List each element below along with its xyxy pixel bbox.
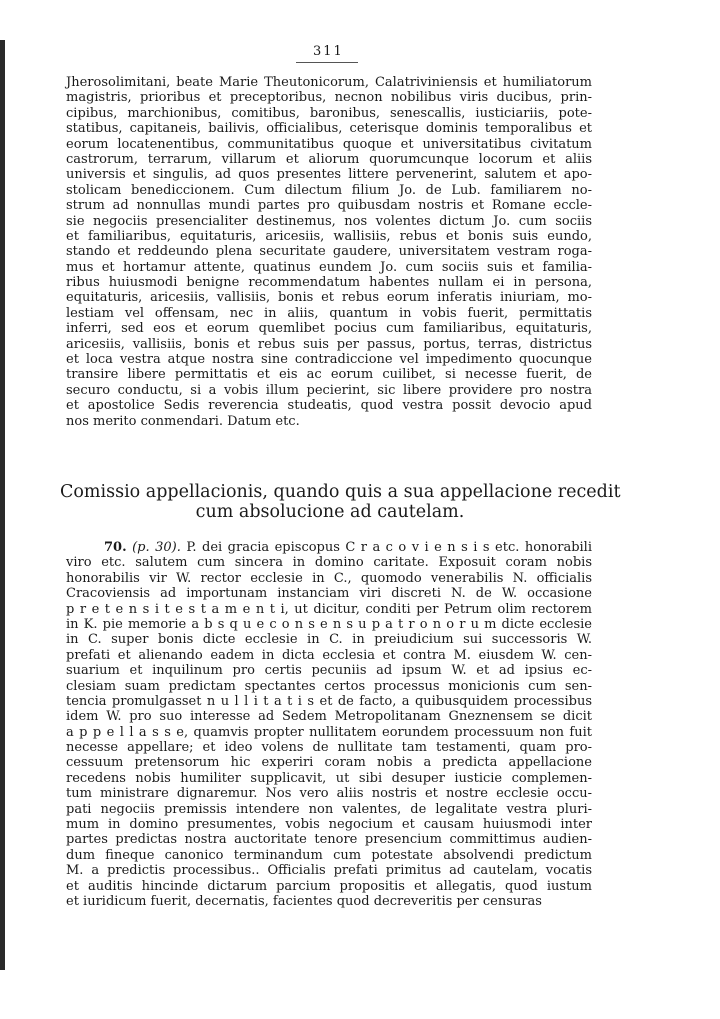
text-line: tum ministrare dignaremur. Nos vero aliis nostris et nostre ecclesie occu- — [66, 786, 592, 802]
text-line: necesse appellare; et ideo volens de nullitate tam testamenti, quam pro- — [66, 740, 592, 756]
text-line: cipibus, marchionibus, comitibus, baronibus, senescallis, iusticiariis, pote- — [66, 105, 592, 121]
text-line: a p p e l l a s s e, quamvis propter nullitatem eorundem processuum non fuit — [66, 724, 592, 740]
text-line: clesiam suam predictam spectantes certos processus monicionis cum sen- — [66, 678, 592, 694]
text-line: ribus huiusmodi benigne recommendatum habentes nullam ei in persona, — [66, 275, 592, 291]
text-line: M. a predictis processibus.. Officialis prefati primitus ad cautelam, vocatis — [66, 863, 592, 879]
text-line: cessuum pretensorum hic experiri coram nobis a predicta appellacione — [66, 755, 592, 771]
text-line: et loca vestra atque nostra sine contradiccione vel impedimento quocunque — [66, 352, 592, 368]
text-line: inferri, sed eos et eorum quemlibet pocius cum familiaribus, equitaturis, — [66, 321, 592, 337]
text-line: idem W. pro suo interesse ad Sedem Metropolitanam Gneznensem se dicit — [66, 709, 592, 725]
page-number-rule — [296, 62, 358, 63]
text-line: magistris, prioribus et preceptoribus, necnon nobilibus viris ducibus, prin- — [66, 90, 592, 106]
text-line: stando et reddeundo plena securitate gaudere, universitatem vestram roga- — [66, 244, 592, 260]
paragraph-2-opening: P. dei gracia episcopus C r a c o v i e n s i s etc. honorabili — [186, 540, 592, 555]
text-line: et apostolice Sedis reverencia studeatis, quod vestra possit devocio apud — [66, 398, 592, 414]
text-line: mus et hortamur attente, quatinus eundem Jo. cum sociis suis et familia- — [66, 259, 592, 275]
text-line: et familiaribus, equitaturis, aricesiis, wallisiis, rebus et bonis suis eundo, — [66, 228, 592, 244]
text-line: in C. super bonis dicte ecclesie in C. in preiudicium sui successoris W. — [66, 632, 592, 648]
text-line: in K. pie memorie a b s q u e c o n s e n s u p a t r o n o r u m dicte ecclesie — [66, 616, 592, 632]
heading-line: cum absolucione ad cautelam. — [195, 502, 465, 522]
section-heading — [60, 482, 621, 522]
text-line: recedens nobis humiliter supplicavit, ut sibi desuper iusticie complemen- — [66, 770, 592, 786]
text-line: lestiam vel offensam, nec in aliis, quantum in vobis fuerit, permittatis — [66, 305, 592, 321]
heading-line: Comissio appellacionis, quando quis a sua appellacione recedit — [60, 482, 621, 502]
text-line: securo conductu, si a vobis illum pecierint, sic libere providere pro nostra — [66, 382, 592, 398]
text-line: p r e t e n s i t e s t a m e n t i, ut dicitur, conditi per Petrum olim rectorem — [66, 601, 592, 617]
text-line: Cracoviensis ad importunam instanciam viri discreti N. de W. occasione — [66, 586, 592, 602]
text-line: honorabilis vir W. rector ecclesie in C., quomodo venerabilis N. officialis — [66, 570, 592, 586]
text-line: Jherosolimitani, beate Marie Theutonicorum, Calatriviniensis et humiliatorum — [66, 75, 592, 90]
text-line: equitaturis, aricesiis, vallisiis, bonis et rebus eorum inferatis iniuriam, mo- — [66, 290, 592, 306]
text-line: mum in domino presumentes, vobis negocium et causam huiusmodi inter — [66, 817, 592, 833]
paragraph-2-first-line — [66, 540, 592, 555]
entry-reference: (p. 30). — [132, 540, 181, 555]
text-line: universis et singulis, ad quos presentes littere pervenerint, salutem et apo- — [66, 167, 592, 183]
text-line: nos merito conmendari. Datum etc. — [66, 413, 300, 429]
text-line: et iuridicum fuerit, decernatis, facientes quod decreveritis per censuras — [66, 893, 542, 909]
text-line: strum ad nonnullas mundi partes pro quibusdam nostris et Romane eccle- — [66, 198, 592, 214]
entry-number: 70. — [104, 540, 127, 555]
text-line: aricesiis, vallisiis, bonis et rebus suis per passus, portus, terras, districtus — [66, 336, 592, 352]
text-line: prefati et alienando eadem in dicta ecclesia et contra M. eiusdem W. cen- — [66, 647, 592, 663]
text-line: sie negociis presencialiter destinemus, nos volentes dictum Jo. cum sociis — [66, 213, 592, 229]
text-line: viro etc. salutem cum sincera in domino caritate. Exposuit coram nobis — [66, 555, 592, 571]
text-line: castrorum, terrarum, villarum et aliorum quorumcunque locorum et aliis — [66, 151, 592, 167]
text-line: pati negociis premissis intendere non valentes, de legalitate vestra pluri- — [66, 801, 592, 817]
text-line: dum fineque canonico terminandum cum potestate absolvendi predictum — [66, 847, 592, 863]
paragraph-2 — [66, 540, 592, 909]
text-line: eorum locatenentibus, communitatibus quoque et universitatibus civitatum — [66, 136, 592, 152]
paragraph-1 — [66, 75, 592, 429]
scan-edge — [0, 40, 5, 970]
text-line: tencia promulgasset n u l l i t a t i s et de facto, a quibusquidem processibus — [66, 693, 592, 709]
text-line: et auditis hincinde dictarum parcium propositis et allegatis, quod iustum — [66, 878, 592, 894]
text-line: transire libere permittatis et eis ac eorum cuilibet, si necesse fuerit, de — [66, 367, 592, 383]
text-line: partes predictas nostra auctoritate tenore presencium committimus audien- — [66, 832, 592, 848]
text-line: stolicam benediccionem. Cum dilectum filium Jo. de Lub. familiarem no- — [66, 182, 592, 198]
page-number: 311 — [313, 44, 344, 59]
text-line: statibus, capitaneis, bailivis, officialibus, ceterisque dominis temporalibus et — [66, 121, 592, 137]
text-line: suarium et inquilinum pro certis pecuniis ad ipsum W. et ad ipsius ec- — [66, 663, 592, 679]
